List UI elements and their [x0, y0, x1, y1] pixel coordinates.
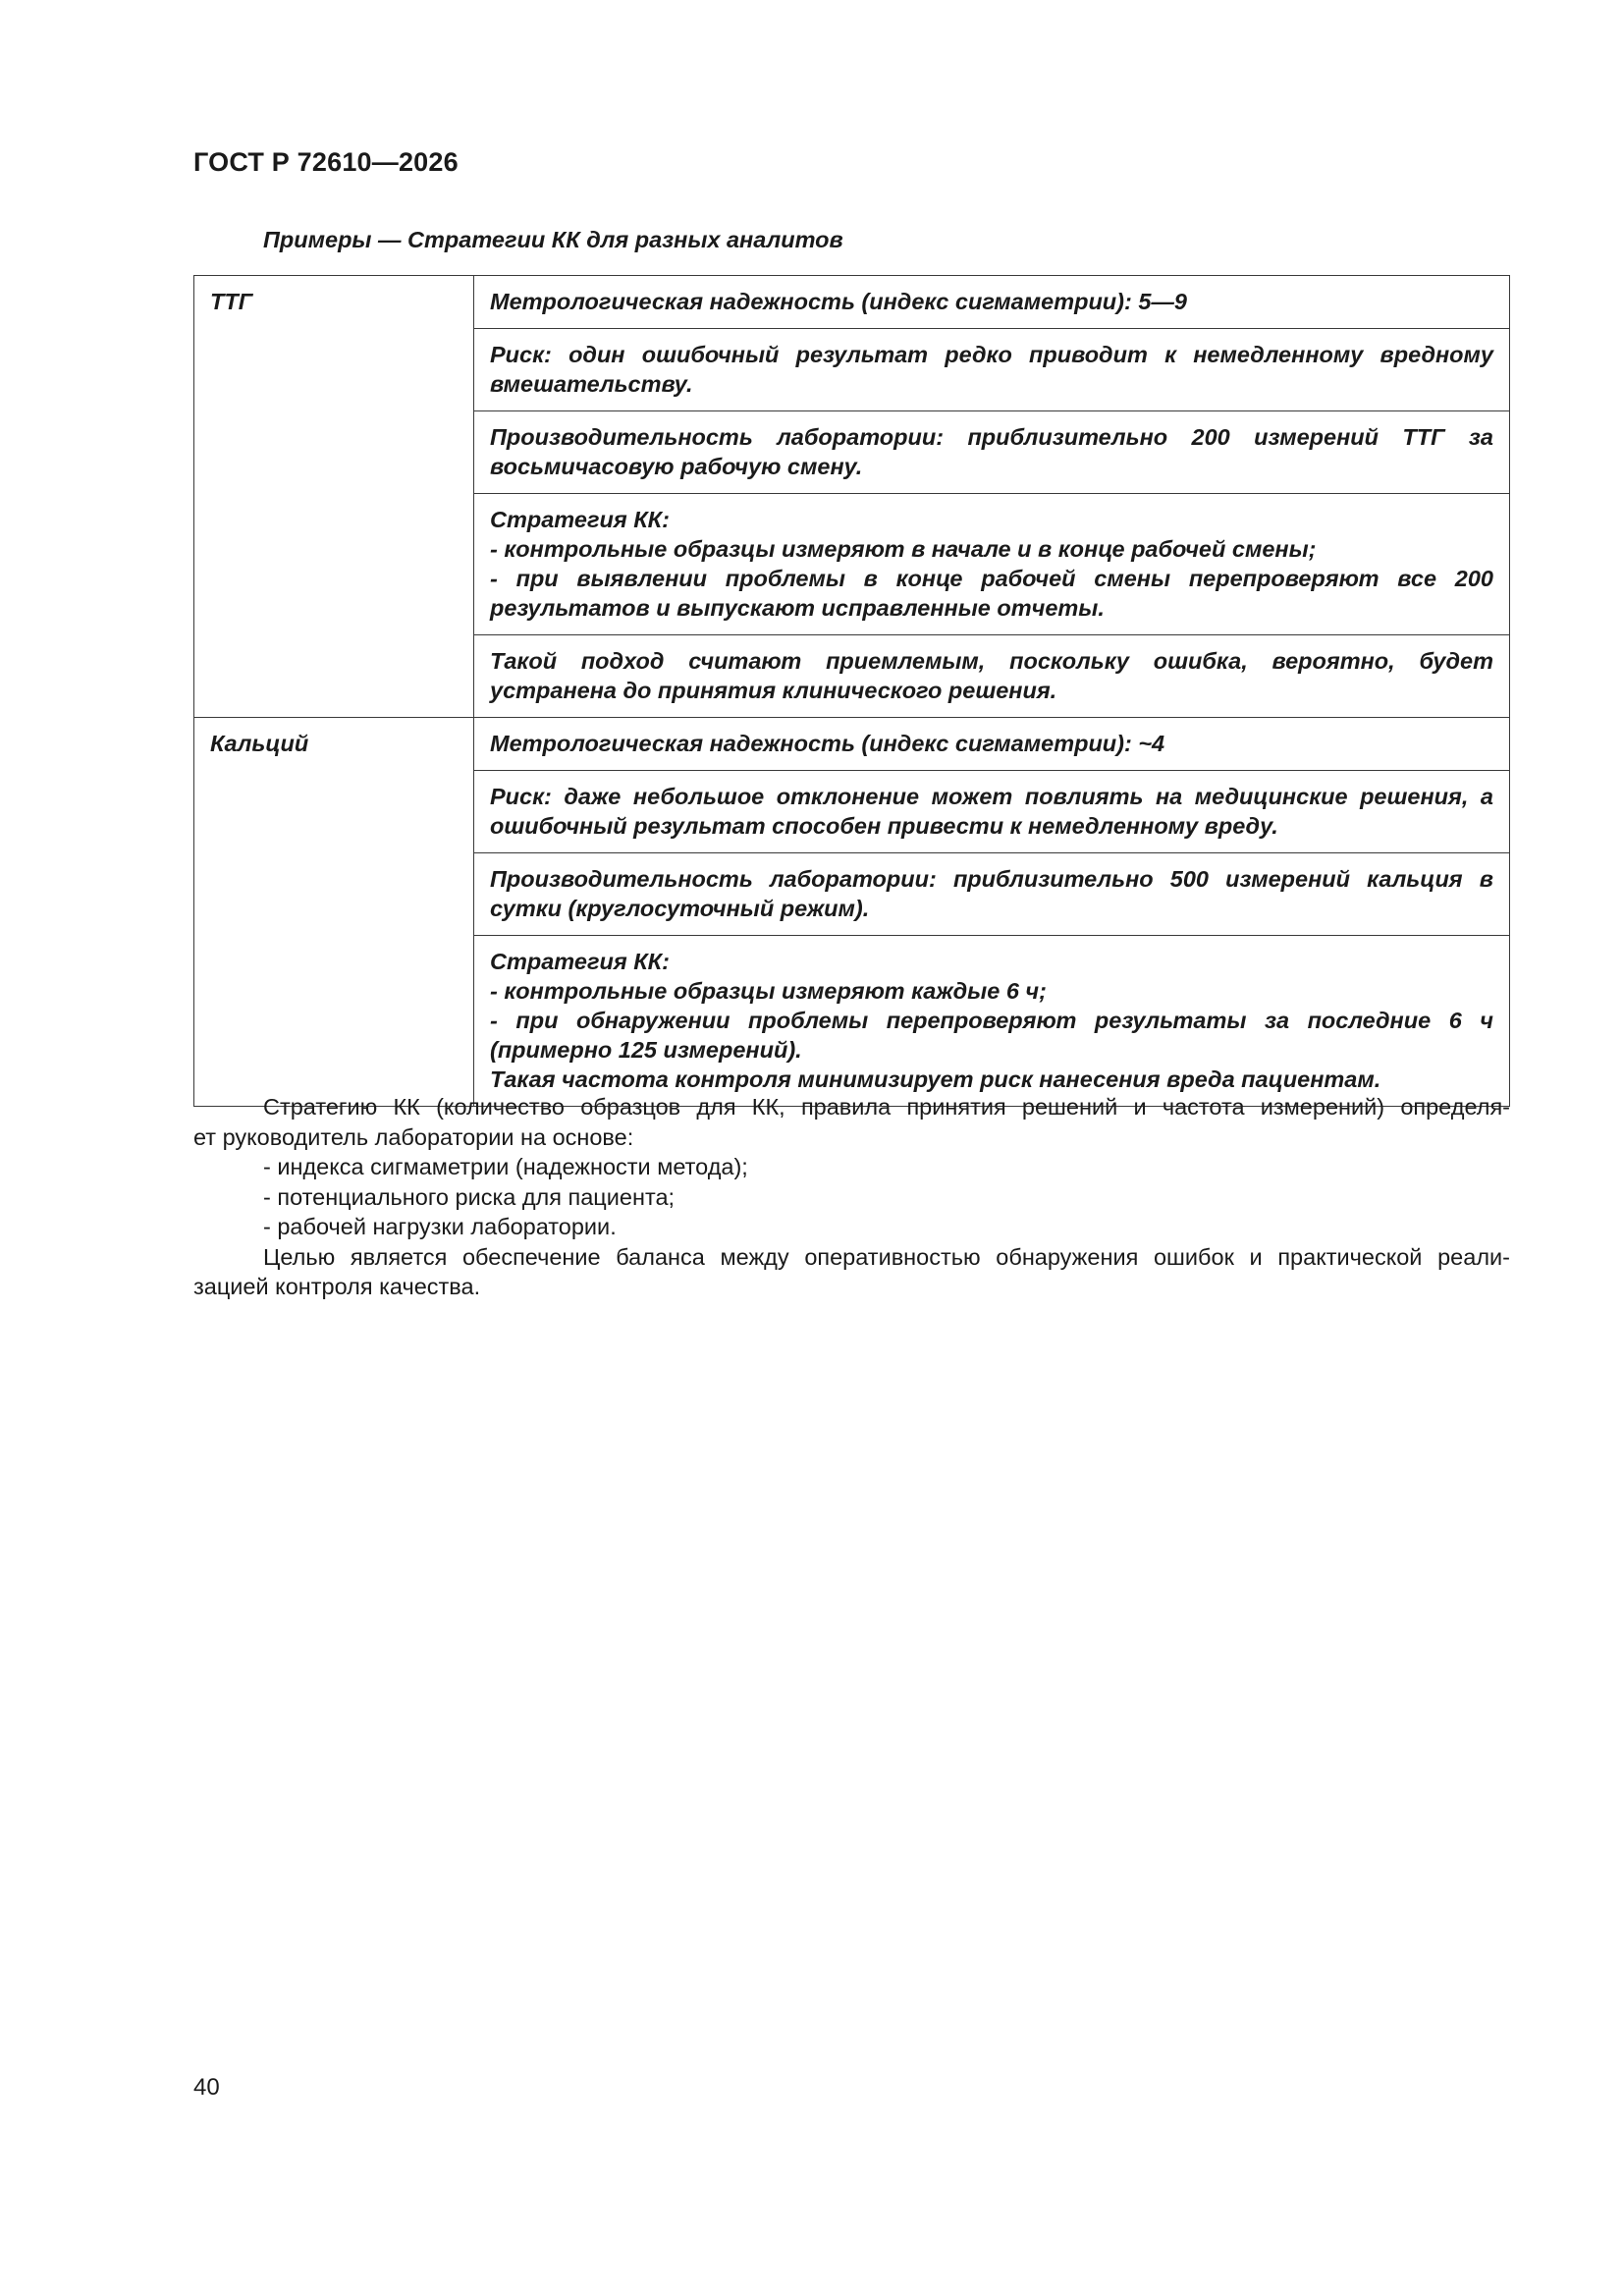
page-number: 40: [193, 2074, 220, 2101]
paragraph-line: Целью является обеспечение баланса между оперативностью обнаружения ошибок и практической реали-: [263, 1243, 1510, 1270]
paragraph-line: зацией контроля качества.: [193, 1274, 481, 1299]
reliability-cell: [474, 718, 1510, 771]
reliability-text: Метрологическая надежность (индекс сигмаметрии): 5—9: [490, 289, 1187, 314]
analyte-ttg: [194, 276, 474, 718]
qc-strategies-table: [193, 275, 1510, 1107]
reliability-cell: [474, 276, 1510, 329]
paragraph-line: Стратегию КК (количество образцов для КК, правила принятия решений и частота измерений) определя-: [263, 1094, 1510, 1120]
conclusion-text: Такая частота контроля минимизирует риск нанесения вреда пациентам.: [490, 1066, 1381, 1092]
risk-cell: [474, 329, 1510, 411]
list-item: - рабочей нагрузки лаборатории.: [263, 1214, 617, 1239]
strategy-item: - при обнаружении проблемы перепроверяют результаты за последние 6 ч (примерно 125 измерений).: [490, 1008, 1493, 1063]
risk-text: Риск: даже небольшое отклонение может повлиять на медицинские решения, а ошибочный результат способен привести к немедленному вреду.: [490, 784, 1493, 839]
strategy-title: Стратегия КК:: [490, 507, 670, 532]
list-item: - потенциального риска для пациента;: [263, 1183, 676, 1210]
risk-cell: [474, 771, 1510, 853]
body-text: [193, 1092, 1510, 1302]
paragraph-line: ет руководитель лаборатории на основе:: [193, 1123, 634, 1150]
risk-text: Риск: один ошибочный результат редко приводит к немедленному вредному вмешательству.: [490, 342, 1493, 397]
analyte-label: Кальций: [210, 731, 309, 756]
reliability-text: Метрологическая надежность (индекс сигмаметрии): ~4: [490, 731, 1165, 756]
strategy-cell: [474, 936, 1510, 1107]
throughput-text: Производительность лаборатории: приблизительно 500 измерений кальция в сутки (круглосуточный режим).: [490, 866, 1493, 921]
analyte-label: ТТГ: [210, 289, 253, 314]
table-row: [194, 718, 1510, 771]
strategy-cell: [474, 494, 1510, 635]
list-item: - индекса сигмаметрии (надежности метода);: [263, 1154, 748, 1179]
strategy-item: - контрольные образцы измеряют каждые 6 ч;: [490, 978, 1047, 1004]
strategy-item: - контрольные образцы измеряют в начале и в конце рабочей смены;: [490, 536, 1317, 562]
strategy-item: - при выявлении проблемы в конце рабочей смены перепроверяют все 200 результатов и выпускают исправленные отчеты.: [490, 566, 1493, 621]
throughput-cell: [474, 411, 1510, 494]
document-code: ГОСТ Р 72610—2026: [193, 147, 459, 177]
goal-paragraph: [193, 1242, 1510, 1273]
throughput-cell: [474, 853, 1510, 936]
conclusion-text: Такой подход считают приемлемым, поскольку ошибка, вероятно, будет устранена до принятия клинического решения.: [490, 648, 1493, 703]
examples-caption: Примеры — Стратегии КК для разных аналитов: [263, 227, 843, 252]
table-row: [194, 276, 1510, 329]
throughput-text: Производительность лаборатории: приблизительно 200 измерений ТТГ за восьмичасовую рабочую смену.: [490, 424, 1493, 479]
strategy-title: Стратегия КК:: [490, 949, 670, 974]
conclusion-cell: [474, 635, 1510, 718]
analyte-calcium: [194, 718, 474, 1107]
intro-paragraph: [193, 1092, 1510, 1122]
